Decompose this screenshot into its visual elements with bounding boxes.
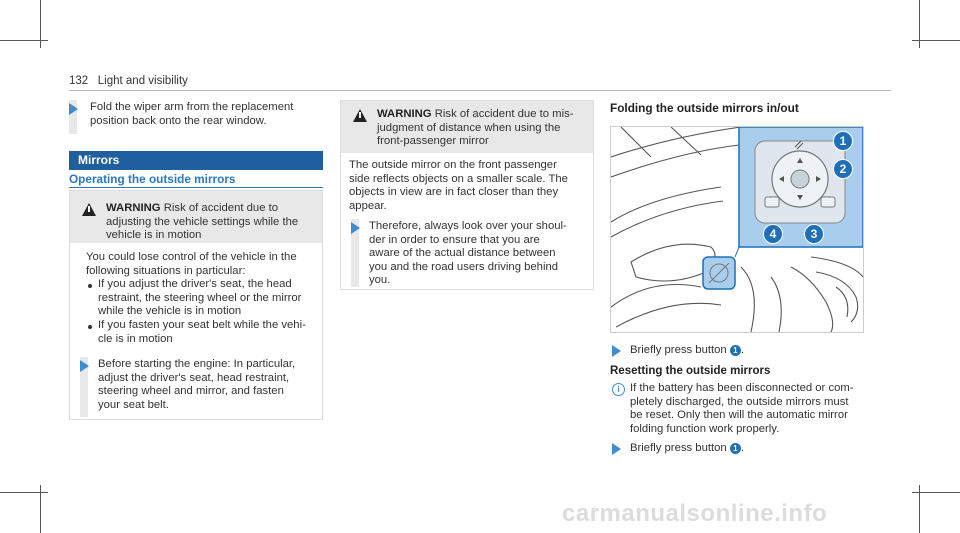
crop-mark bbox=[0, 40, 48, 41]
page-number: 132 bbox=[69, 75, 89, 87]
warning-icon bbox=[82, 203, 96, 216]
info-icon: i bbox=[612, 383, 625, 396]
warning-text: WARNING Risk of accident due to adjusting the vehicle settings while the vehicle is in motion bbox=[106, 202, 299, 242]
button-1-badge: 1 bbox=[730, 345, 741, 356]
step-arrow-icon bbox=[612, 443, 621, 455]
step-arrow-icon bbox=[612, 345, 621, 357]
intro-step: Fold the wiper arm from the replacement position back onto the rear window. bbox=[90, 101, 294, 127]
reset-step: Briefly press button 1 . bbox=[630, 442, 744, 454]
page-header bbox=[69, 75, 188, 87]
bullet-dot bbox=[88, 284, 92, 288]
warning-box bbox=[340, 100, 594, 290]
section-title-bar bbox=[69, 151, 323, 170]
warning-action: Therefore, always look over your shoul- der in order to ensure that you are aware of the actual distance between you and the road users driving behind you. bbox=[369, 220, 567, 287]
subsection-rule bbox=[69, 187, 323, 188]
reset-note: If the battery has been disconnected or com- pletely discharged, the outside mirrors must be reset. Only then will the automatic mirror folding function work properly. bbox=[630, 382, 854, 435]
warning-icon bbox=[353, 109, 367, 122]
warning-action: Before starting the engine: In particular, adjust the driver's seat, head restraint, steering wheel and mirror, and fasten your seat belt. bbox=[98, 358, 296, 411]
warning-body: The outside mirror on the front passenger side reflects objects on a smaller scale. The objects in view are in fact closer than they appear. bbox=[349, 159, 568, 212]
watermark: carmanualsonline.info bbox=[562, 500, 828, 527]
mirror-control-figure bbox=[610, 126, 864, 333]
step-arrow-icon bbox=[80, 360, 89, 372]
callout-2: 2 bbox=[833, 159, 853, 179]
subsection-title: Operating the outside mirrors bbox=[69, 172, 236, 186]
warning-body: You could lose control of the vehicle in the following situations in particular: bbox=[86, 251, 297, 277]
warning-text: WARNING Risk of accident due to mis- judgment of distance when using the front-passenger mirror bbox=[377, 108, 574, 148]
crop-mark bbox=[0, 492, 48, 493]
reset-heading: Resetting the outside mirrors bbox=[610, 365, 771, 377]
door-panel-illustration bbox=[611, 127, 863, 332]
warning-box bbox=[69, 190, 323, 420]
header-rule bbox=[69, 90, 891, 91]
fold-step: Briefly press button 1 . bbox=[630, 344, 744, 356]
section-title: Mirrors bbox=[78, 153, 120, 167]
callout-3: 3 bbox=[804, 224, 824, 244]
warning-bullet: If you fasten your seat belt while the vehi- cle is in motion bbox=[98, 319, 306, 345]
warning-bullet: If you adjust the driver's seat, the head restraint, the steering wheel or the mirror while the vehicle is in motion bbox=[98, 278, 302, 318]
crop-mark bbox=[912, 492, 960, 493]
bullet-dot bbox=[88, 325, 92, 329]
callout-4: 4 bbox=[763, 224, 783, 244]
callout-1: 1 bbox=[833, 131, 853, 151]
button-1-badge: 1 bbox=[730, 443, 741, 454]
step-arrow-icon bbox=[69, 103, 78, 115]
step-arrow-icon bbox=[351, 222, 360, 234]
section-heading: Folding the outside mirrors in/out bbox=[610, 101, 799, 115]
section-name: Light and visibility bbox=[97, 75, 188, 87]
crop-mark bbox=[912, 40, 960, 41]
